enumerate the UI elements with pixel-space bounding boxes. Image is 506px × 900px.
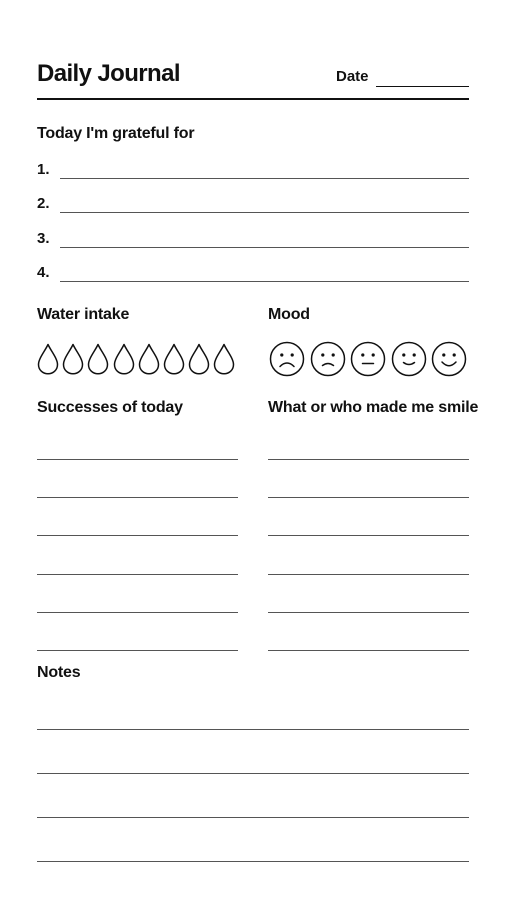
- successes-line-2[interactable]: [37, 497, 238, 498]
- smile-line-1[interactable]: [268, 459, 469, 460]
- successes-line-1[interactable]: [37, 459, 238, 460]
- successes-line-6[interactable]: [37, 650, 238, 651]
- water-drop-icon[interactable]: [213, 343, 235, 375]
- smile-line-2[interactable]: [268, 497, 469, 498]
- water-intake-heading: Water intake: [37, 306, 130, 323]
- smile-line-4[interactable]: [268, 574, 469, 575]
- smile-line-6[interactable]: [268, 650, 469, 651]
- grateful-number-1: 1.: [37, 161, 50, 178]
- mood-heading: Mood: [268, 306, 310, 323]
- grateful-number-3: 3.: [37, 230, 50, 247]
- successes-line-4[interactable]: [37, 574, 238, 575]
- water-drop-icon[interactable]: [37, 343, 59, 375]
- smile-heading: What or who made me smile: [268, 399, 479, 416]
- water-drop-icon[interactable]: [87, 343, 109, 375]
- grateful-line-4[interactable]: [60, 281, 469, 282]
- grateful-line-3[interactable]: [60, 247, 469, 248]
- grateful-line-2[interactable]: [60, 212, 469, 213]
- smile-line-3[interactable]: [268, 535, 469, 536]
- header-divider: [37, 98, 469, 100]
- water-intake-tracker: [37, 343, 242, 375]
- notes-heading: Notes: [37, 664, 81, 681]
- successes-line-3[interactable]: [37, 535, 238, 536]
- very-happy-face-icon[interactable]: [431, 341, 467, 377]
- happy-face-icon[interactable]: [391, 341, 427, 377]
- grateful-number-2: 2.: [37, 195, 50, 212]
- page-title: Daily Journal: [37, 60, 180, 87]
- grateful-line-1[interactable]: [60, 178, 469, 179]
- water-drop-icon[interactable]: [62, 343, 84, 375]
- date-label: Date: [336, 68, 369, 85]
- date-field-line[interactable]: [376, 86, 469, 87]
- notes-line-3[interactable]: [37, 817, 469, 818]
- sad-face-icon[interactable]: [310, 341, 346, 377]
- smile-line-5[interactable]: [268, 612, 469, 613]
- notes-line-4[interactable]: [37, 861, 469, 862]
- neutral-face-icon[interactable]: [350, 341, 386, 377]
- grateful-heading: Today I'm grateful for: [37, 125, 195, 142]
- notes-line-2[interactable]: [37, 773, 469, 774]
- water-drop-icon[interactable]: [188, 343, 210, 375]
- water-drop-icon[interactable]: [138, 343, 160, 375]
- very-sad-face-icon[interactable]: [269, 341, 305, 377]
- water-drop-icon[interactable]: [163, 343, 185, 375]
- successes-heading: Successes of today: [37, 399, 183, 416]
- mood-selector: [269, 341, 469, 377]
- water-drop-icon[interactable]: [113, 343, 135, 375]
- successes-line-5[interactable]: [37, 612, 238, 613]
- grateful-number-4: 4.: [37, 264, 50, 281]
- notes-line-1[interactable]: [37, 729, 469, 730]
